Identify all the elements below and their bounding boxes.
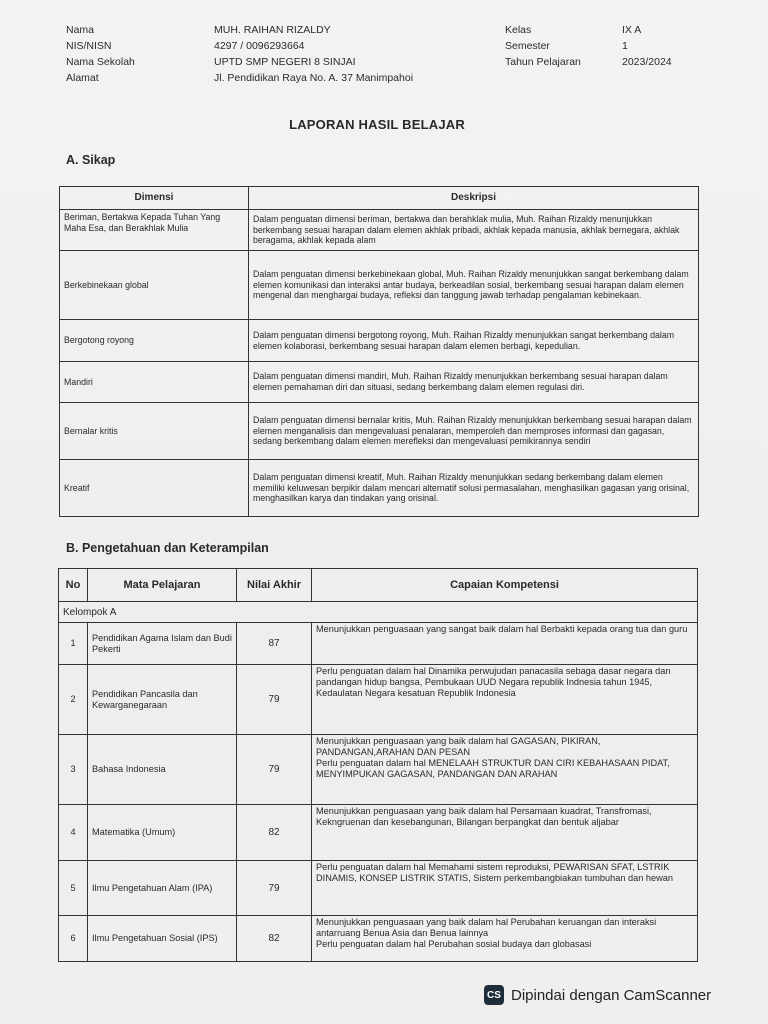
capaian-cell: Menunjukkan penguasaan yang baik dalam hal Persamaan kuadrat, Transfromasi, Kekngruenan dan kesebangunan, Bilangan berpangkat dan bentuk aljabar <box>312 805 698 861</box>
mapel-cell: Matematika (Umum) <box>88 805 237 861</box>
sikap-table <box>59 186 699 517</box>
dimensi-cell: Beriman, Bertakwa Kepada Tuhan Yang Maha Esa, dan Berakhlak Mulia <box>60 210 249 251</box>
dimensi-cell: Kreatif <box>60 460 249 517</box>
nilai-cell: 82 <box>237 916 312 962</box>
capaian-cell: Perlu penguatan dalam hal Dinamika perwujudan panacasila sebaga dasar negara dan pandangan hidup bangsa, Pembukaan UUD Negara republik Indnesia tahun 1945, Kedaulatan Negara kesatuan Republik Indonesia <box>312 665 698 735</box>
label-tahun: Tahun Pelajaran <box>505 56 581 68</box>
deskripsi-cell: Dalam penguatan dimensi kreatif, Muh. Raihan Rizaldy menunjukkan sedang berkembang dalam elemen memiliki keluwesan berpikir dalam mencari alternatif solusi permasalahan, menghasilkan gagasan yang orisinal, menghasilkan karya dan tindakan yang orisinal. <box>249 460 699 517</box>
value-semester: 1 <box>622 40 628 52</box>
table-row <box>59 623 698 665</box>
deskripsi-cell: Dalam penguatan dimensi bergotong royong, Muh. Raihan Rizaldy menunjukkan sangat berkembang dalam elemen kolaborasi, berkembang sesuai harapan dalam elemen berbagi, kepedulian. <box>249 320 699 362</box>
deskripsi-cell: Dalam penguatan dimensi berkebinekaan global, Muh. Raihan Rizaldy menunjukkan sangat berkembang dalam elemen komunikasi dan interaksi antar budaya, berkeadilan sosial, berkembang sesuai harapan dalam elemen mengenal dan menghargai budaya, refleksi dan tanggung jawab terhadap pengalaman kebinekaan. <box>249 251 699 320</box>
dimensi-cell: Mandiri <box>60 362 249 403</box>
table-row <box>60 362 699 403</box>
nilai-cell: 82 <box>237 805 312 861</box>
capaian-cell: Menunjukkan penguasaan yang sangat baik dalam hal Berbakti kepada orang tua dan guru <box>312 623 698 665</box>
deskripsi-cell: Dalam penguatan dimensi bernalar kritis, Muh. Raihan Rizaldy menunjukkan berkembang sesuai harapan dalam elemen menganalisis dan mengevaluasi penalaran, memperoleh dan memproses informasi dan gagasan, sedang berkembang dalam elemen merefleksi dan mengevaluasi pemikirannya sendiri <box>249 403 699 460</box>
table-row <box>60 403 699 460</box>
value-nama: MUH. RAIHAN RIZALDY <box>214 24 331 36</box>
dimensi-cell: Bernalar kritis <box>60 403 249 460</box>
label-nama: Nama <box>66 24 95 36</box>
mapel-cell: Bahasa Indonesia <box>88 735 237 805</box>
col-deskripsi: Deskripsi <box>249 187 699 210</box>
no-cell: 5 <box>59 861 88 916</box>
nilai-cell: 87 <box>237 623 312 665</box>
no-cell: 4 <box>59 805 88 861</box>
col-dimensi: Dimensi <box>60 187 249 210</box>
label-alamat: Alamat <box>66 72 99 84</box>
class-labels <box>505 22 581 70</box>
report-title: LAPORAN HASIL BELAJAR <box>289 117 465 132</box>
capaian-cell: Menunjukkan penguasaan yang baik dalam hal Perubahan keruangan dan interaksi antarruang Benua Asia dan Benua lainnya Perlu penguatan dalam hal Perubahan sosial budaya dan globasasi <box>312 916 698 962</box>
group-label: Kelompok A <box>59 602 698 623</box>
value-alamat: Jl. Pendidikan Raya No. A. 37 Manimpahoi <box>214 72 414 84</box>
label-semester: Semester <box>505 40 550 52</box>
mapel-cell: Pendidikan Pancasila dan Kewarganegaraan <box>88 665 237 735</box>
camscanner-watermark <box>484 985 711 1005</box>
table-row <box>60 251 699 320</box>
no-cell: 2 <box>59 665 88 735</box>
dimensi-cell: Bergotong royong <box>60 320 249 362</box>
table-row <box>60 320 699 362</box>
nilai-cell: 79 <box>237 861 312 916</box>
mapel-cell: Ilmu Pengetahuan Sosial (IPS) <box>88 916 237 962</box>
col-nilai-akhir: Nilai Akhir <box>237 569 312 602</box>
col-capaian: Capaian Kompetensi <box>312 569 698 602</box>
label-sekolah: Nama Sekolah <box>66 56 135 68</box>
no-cell: 1 <box>59 623 88 665</box>
camscanner-text: Dipindai dengan CamScanner <box>511 986 712 1004</box>
value-sekolah: UPTD SMP NEGERI 8 SINJAI <box>214 56 356 68</box>
dimensi-cell: Berkebinekaan global <box>60 251 249 320</box>
table-row <box>60 460 699 517</box>
col-mata-pelajaran: Mata Pelajaran <box>88 569 237 602</box>
student-values <box>214 22 413 86</box>
table-row <box>60 210 699 251</box>
label-nis: NIS/NISN <box>66 40 112 52</box>
label-kelas: Kelas <box>505 24 532 36</box>
value-nis: 4297 / 0096293664 <box>214 40 305 52</box>
pengetahuan-table <box>58 568 698 962</box>
mapel-cell: Ilmu Pengetahuan Alam (IPA) <box>88 861 237 916</box>
col-no: No <box>59 569 88 602</box>
capaian-cell: Menunjukkan penguasaan yang baik dalam hal GAGASAN, PIKIRAN, PANDANGAN,ARAHAN DAN PESAN Perlu penguatan dalam hal MENELAAH STRUKTUR DAN CIRI KEBAHASAAN PIDAT, MENYIMPUKAN GAGASAN, PANDANGAN DAN ARAHAN <box>312 735 698 805</box>
value-kelas: IX A <box>622 24 642 36</box>
camscanner-logo-icon: CS <box>484 985 504 1005</box>
section-b-heading: B. Pengetahuan dan Keterampilan <box>66 541 269 555</box>
class-values <box>622 22 672 70</box>
deskripsi-cell: Dalam penguatan dimensi mandiri, Muh. Raihan Rizaldy menunjukkan berkembang sesuai harapan dalam elemen pemahaman diri dan situasi, sedang berkembang dalam elemen regulasi diri. <box>249 362 699 403</box>
table-row <box>59 861 698 916</box>
table-row <box>59 805 698 861</box>
group-row <box>59 602 698 623</box>
table-row <box>59 665 698 735</box>
value-tahun: 2023/2024 <box>622 56 672 68</box>
no-cell: 6 <box>59 916 88 962</box>
section-a-heading: A. Sikap <box>66 153 116 167</box>
student-labels <box>66 22 135 86</box>
no-cell: 3 <box>59 735 88 805</box>
table-row <box>59 735 698 805</box>
mapel-cell: Pendidikan Agama Islam dan Budi Pekerti <box>88 623 237 665</box>
nilai-cell: 79 <box>237 665 312 735</box>
deskripsi-cell: Dalam penguatan dimensi beriman, bertakwa dan berahklak mulia, Muh. Raihan Rizaldy menunjukkan berkembang sesuai harapan dalam elemen akhlak pribadi, akhlak kepada manusia, akhlak bernegara, akhlak beragama, akhlak kepada alam <box>249 210 699 251</box>
table-row <box>59 916 698 962</box>
nilai-cell: 79 <box>237 735 312 805</box>
capaian-cell: Perlu penguatan dalam hal Memahami sistem reproduksi, PEWARISAN SFAT, LSTRIK DINAMIS, KONSEP LISTRIK STATIS, Sistem perkembangbiakan tumbuhan dan hewan <box>312 861 698 916</box>
